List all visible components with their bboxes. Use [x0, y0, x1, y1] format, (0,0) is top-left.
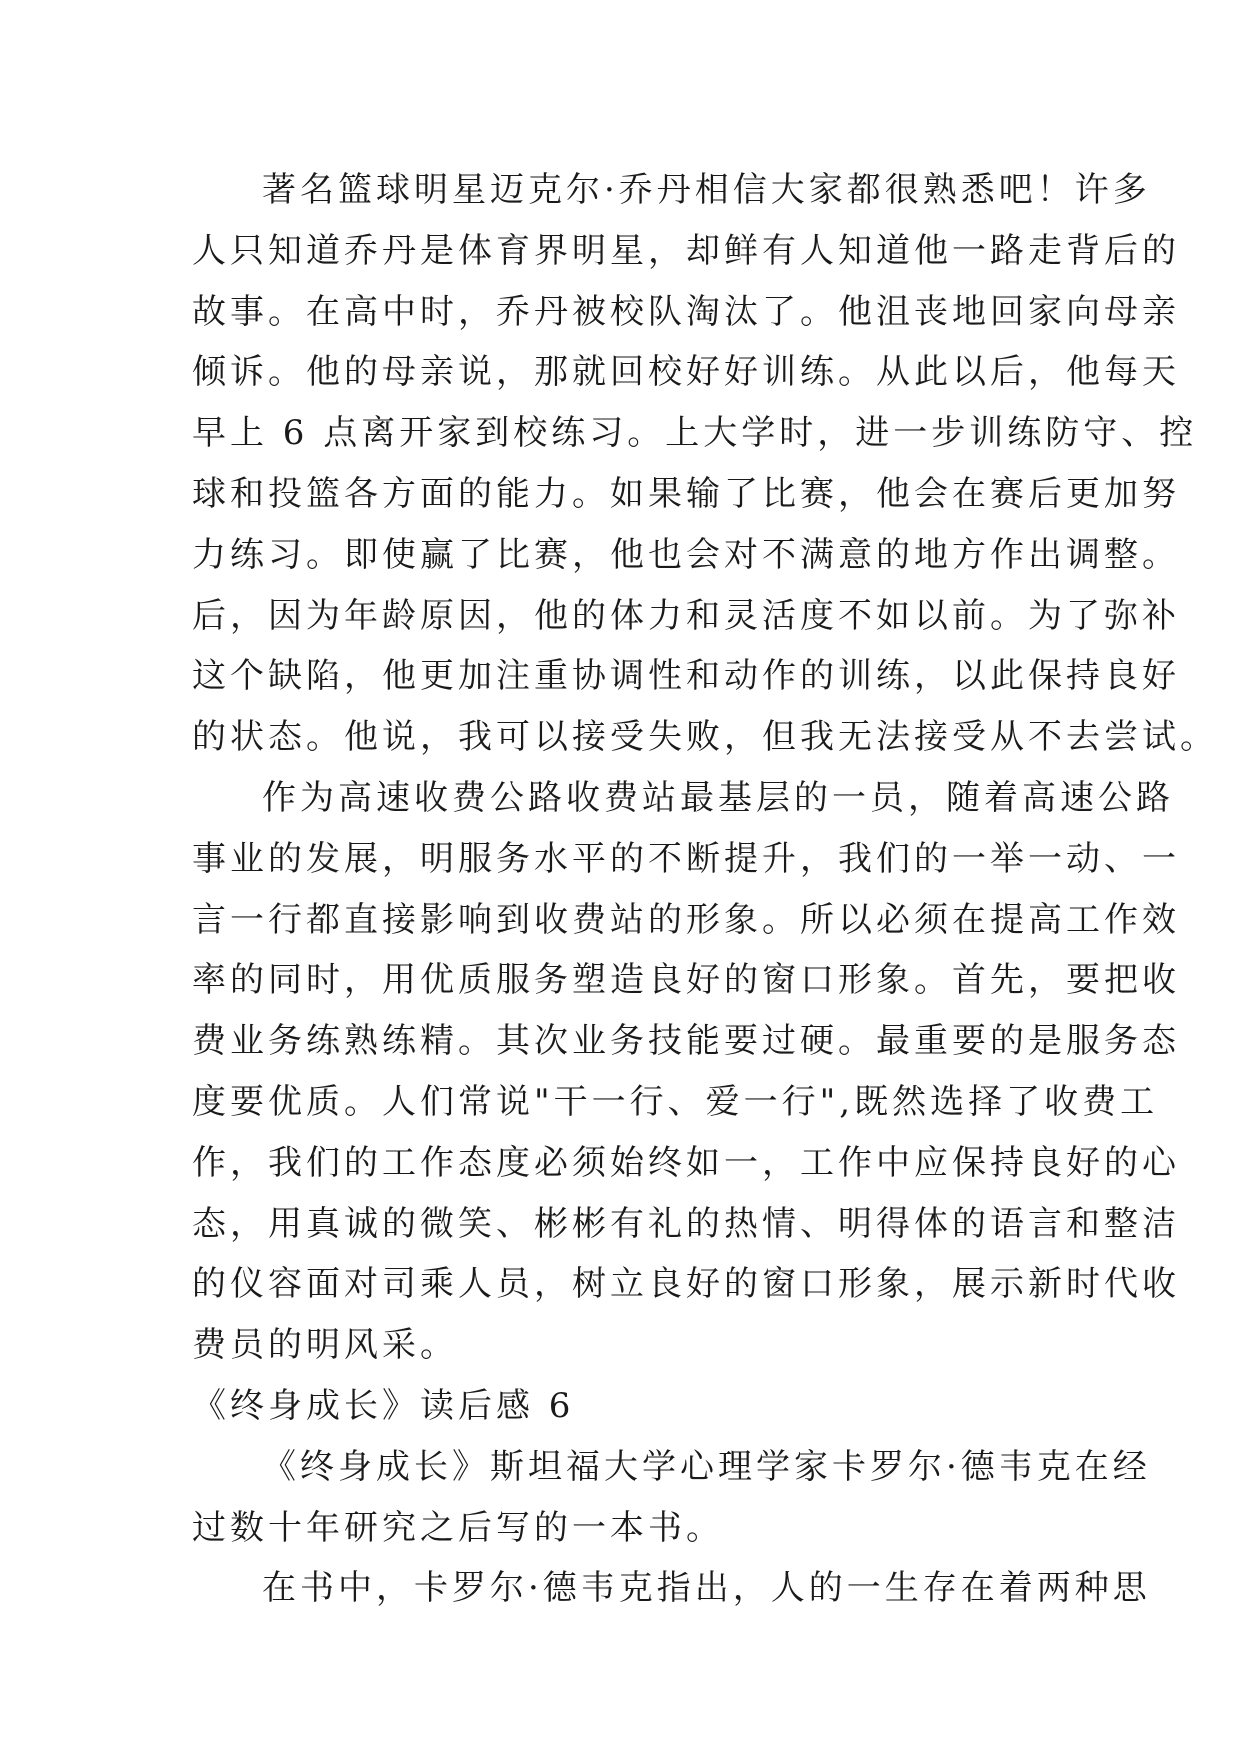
section-heading: 《终身成长》读后感 6 [192, 1385, 575, 1426]
document-body [192, 160, 1218, 1619]
paragraph-line: 人只知道乔丹是体育界明星，却鲜有人知道他一路走背后的 [192, 230, 1180, 271]
paragraph-line: 事业的发展，明服务水平的不断提升，我们的一举一动、一 [192, 838, 1180, 879]
paragraph-line: 言一行都直接影响到收费站的形象。所以必须在提高工作效 [192, 899, 1180, 940]
paragraph-line: 著名篮球明星迈克尔·乔丹相信大家都很熟悉吧！许多 [262, 170, 1151, 210]
paragraph-line: 力练习。即使赢了比赛，他也会对不满意的地方作出调整。 [192, 534, 1180, 575]
paragraph-line: 度要优质。人们常说"干一行、爱一行",既然选择了收费工 [192, 1081, 1159, 1122]
paragraph-line: 的状态。他说，我可以接受失败，但我无法接受从不去尝试。 [192, 717, 1218, 758]
paragraph-line: 的仪容面对司乘人员，树立良好的窗口形象，展示新时代收 [192, 1264, 1180, 1305]
paragraph-line: 费员的明风采。 [192, 1325, 458, 1366]
paragraph-line: 作为高速收费公路收费站最基层的一员，随着高速公路 [262, 777, 1174, 818]
paragraph-line: 率的同时，用优质服务塑造良好的窗口形象。首先，要把收 [192, 960, 1180, 1001]
paragraph-line: 故事。在高中时，乔丹被校队淘汰了。他沮丧地回家向母亲 [192, 291, 1180, 332]
paragraph-line: 这个缺陷，他更加注重协调性和动作的训练，以此保持良好 [192, 656, 1180, 697]
paragraph-line: 过数十年研究之后写的一本书。 [192, 1507, 724, 1548]
paragraph-line: 在书中，卡罗尔·德韦克指出，人的一生存在着两种思 [262, 1568, 1151, 1609]
paragraph-line: 《终身成长》斯坦福大学心理学家卡罗尔·德韦克在经 [262, 1446, 1151, 1487]
paragraph-line: 作，我们的工作态度必须始终如一，工作中应保持良好的心 [192, 1142, 1180, 1183]
paragraph-line: 球和投篮各方面的能力。如果输了比赛，他会在赛后更加努 [192, 473, 1180, 514]
paragraph-line: 早上 6 点离开家到校练习。上大学时，进一步训练防守、控 [192, 413, 1198, 454]
paragraph-line: 态，用真诚的微笑、彬彬有礼的热情、明得体的语言和整洁 [192, 1203, 1180, 1244]
paragraph-line: 倾诉。他的母亲说，那就回校好好训练。从此以后，他每天 [192, 352, 1180, 393]
paragraph-line: 后，因为年龄原因，他的体力和灵活度不如以前。为了弥补 [192, 595, 1180, 636]
paragraph-line: 费业务练熟练精。其次业务技能要过硬。最重要的是服务态 [192, 1021, 1180, 1062]
